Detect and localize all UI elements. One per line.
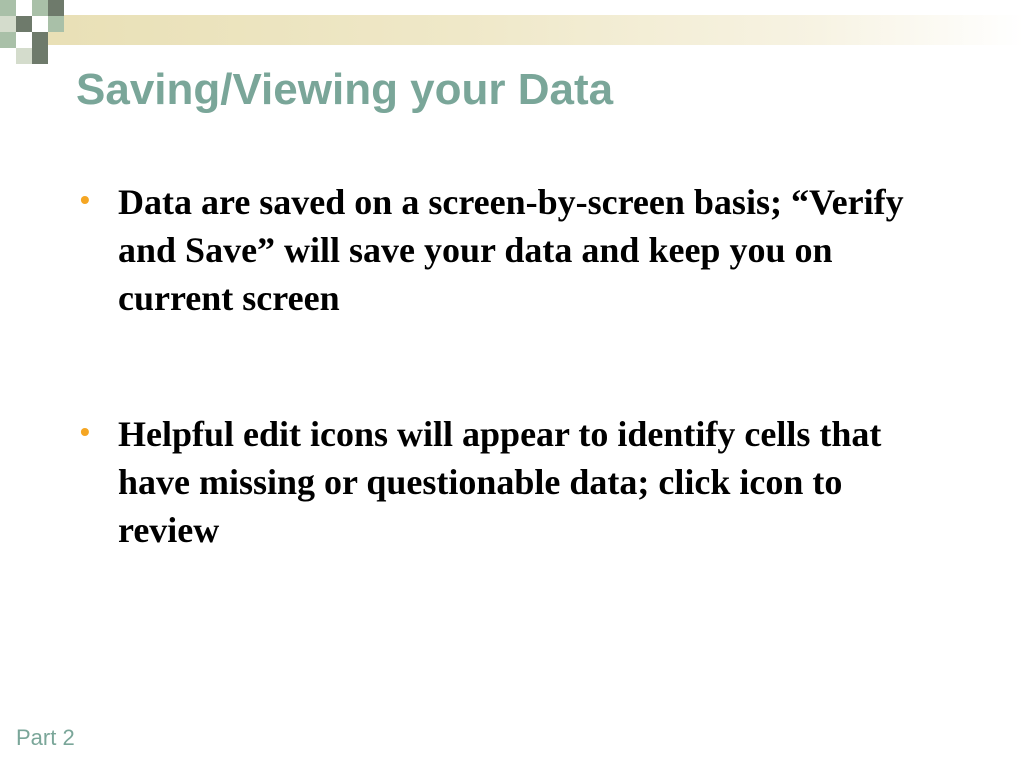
bullet-list bbox=[80, 178, 920, 554]
top-decorative-band bbox=[0, 15, 1024, 45]
bullet-text: Helpful edit icons will appear to identify cells that have missing or questionable data; click icon to review bbox=[118, 414, 882, 550]
slide-title: Saving/Viewing your Data bbox=[76, 65, 614, 114]
bullet-dot-icon: • bbox=[80, 184, 90, 215]
bullet-item bbox=[80, 178, 920, 322]
footer-label: Part 2 bbox=[16, 725, 75, 750]
bullet-text: Data are saved on a screen-by-screen basis; “Verify and Save” will save your data and keep you on current screen bbox=[118, 182, 904, 318]
bullet-dot-icon: • bbox=[80, 416, 90, 447]
bullet-item bbox=[80, 410, 920, 554]
checker-pattern-logo bbox=[0, 0, 80, 64]
